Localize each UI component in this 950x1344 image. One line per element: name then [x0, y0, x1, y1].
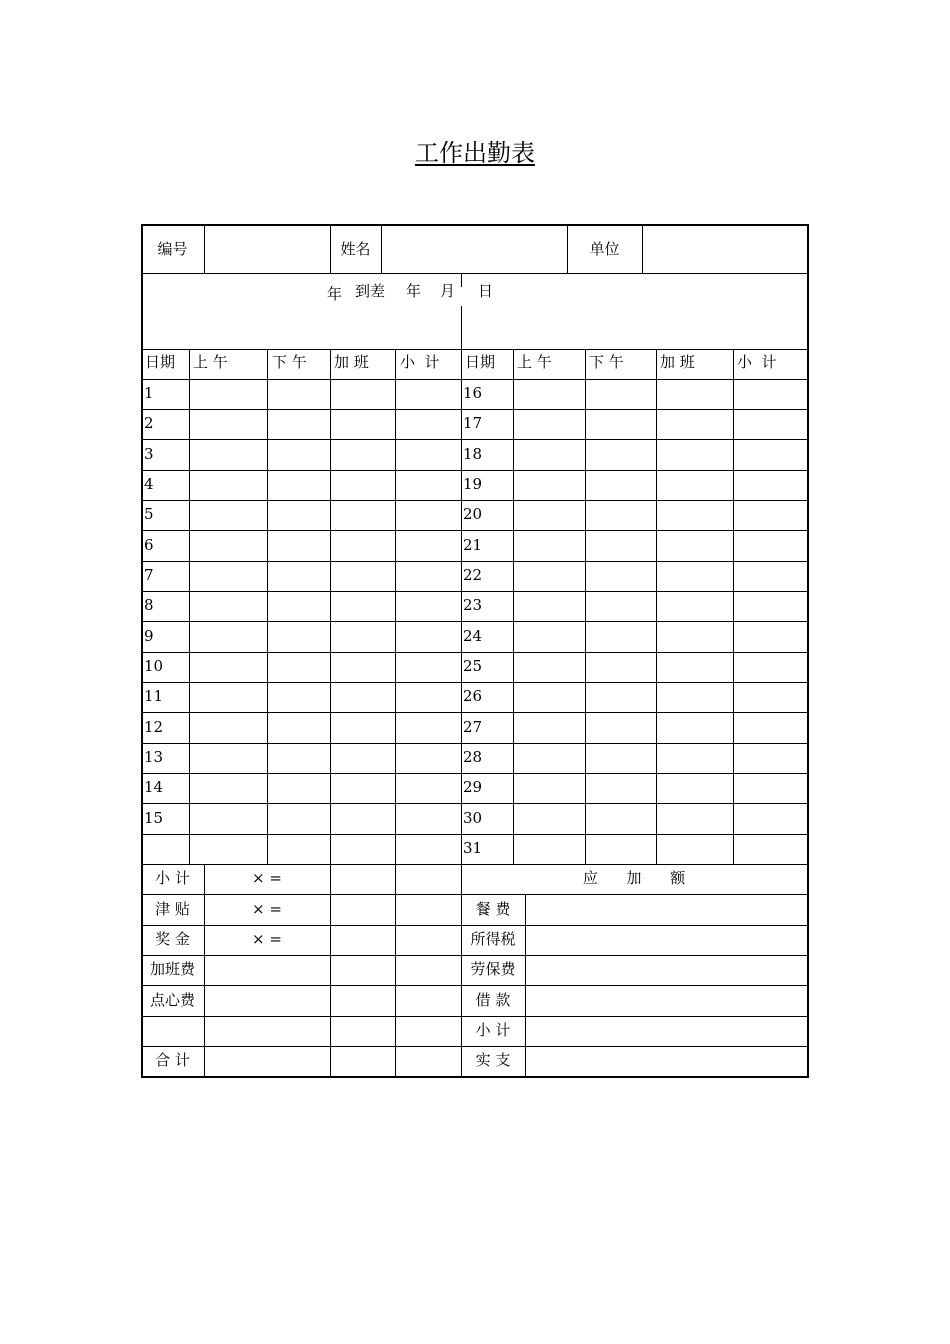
day-13: 13 [144, 748, 164, 766]
day-16: 16 [463, 384, 483, 402]
period-to-label: 到差 [355, 282, 386, 300]
col-overtime-right: 加 班 [660, 353, 695, 371]
summary-blank-label [141, 1015, 204, 1045]
col-date-right: 日期 [465, 353, 496, 371]
summary-right-header: 应 加 额 [582, 869, 686, 887]
summary-overtime-pay-label: 加班费 [149, 960, 195, 978]
attendance-table [141, 224, 809, 1078]
period-year-start: 年 [327, 285, 343, 303]
labor-insurance-label: 劳保费 [470, 960, 516, 978]
col-afternoon-left: 下 午 [272, 353, 307, 371]
name-label: 姓名 [340, 240, 371, 258]
day-15: 15 [144, 809, 164, 827]
day-4: 4 [144, 475, 154, 493]
day-11: 11 [144, 687, 164, 705]
col-date-left: 日期 [145, 353, 176, 371]
col-subtotal-left: 小 计 [400, 353, 440, 371]
summary-snack-fee-formula [204, 985, 330, 1015]
day-20: 20 [463, 505, 483, 523]
day-31: 31 [463, 839, 483, 857]
summary-allowance-formula: × = [252, 900, 282, 918]
day-9: 9 [144, 627, 154, 645]
day-23: 23 [463, 596, 483, 614]
day-19: 19 [463, 475, 483, 493]
actual-payment-label: 实 支 [475, 1051, 511, 1069]
day-25: 25 [463, 657, 483, 675]
summary-overtime-pay-formula [204, 954, 330, 984]
summary-bonus-formula: × = [252, 930, 282, 948]
col-overtime-left: 加 班 [334, 353, 369, 371]
income-tax-label: 所得税 [470, 930, 516, 948]
day-10: 10 [144, 657, 164, 675]
day-14: 14 [144, 778, 164, 796]
day-1: 1 [144, 384, 154, 402]
day-26: 26 [463, 687, 483, 705]
day-12: 12 [144, 718, 164, 736]
day-5: 5 [144, 505, 154, 523]
day-2: 2 [144, 414, 154, 432]
day-22: 22 [463, 566, 483, 584]
summary-subtotal-label: 小 计 [155, 869, 190, 887]
day-18: 18 [463, 445, 483, 463]
col-morning-left: 上 午 [193, 353, 228, 371]
summary-allowance-label: 津 贴 [155, 900, 190, 918]
number-label: 编号 [157, 240, 188, 258]
day-3: 3 [144, 445, 154, 463]
name-field[interactable] [383, 234, 565, 264]
meal-fee-label: 餐 费 [475, 900, 511, 918]
right-subtotal-label: 小 计 [475, 1021, 511, 1039]
period-year: 年 [406, 282, 422, 300]
summary-blank-formula [204, 1015, 330, 1045]
day-7: 7 [144, 566, 154, 584]
period-month: 月 [440, 282, 456, 300]
page-title: 工作出勤表 [415, 139, 535, 167]
day-21: 21 [463, 536, 483, 554]
number-field[interactable] [206, 234, 328, 264]
day-29: 29 [463, 778, 483, 796]
day-8: 8 [144, 596, 154, 614]
day-6: 6 [144, 536, 154, 554]
summary-snack-fee-label: 点心费 [149, 991, 195, 1009]
summary-subtotal-formula: × = [252, 869, 282, 887]
col-subtotal-right: 小 计 [737, 353, 777, 371]
summary-total-label: 合 计 [155, 1051, 190, 1069]
unit-label: 单位 [589, 240, 620, 258]
day-30: 30 [463, 809, 483, 827]
day-28: 28 [463, 748, 483, 766]
unit-field[interactable] [644, 234, 804, 264]
col-morning-right: 上 午 [517, 353, 552, 371]
col-afternoon-right: 下 午 [589, 353, 624, 371]
loan-label: 借 款 [475, 991, 511, 1009]
summary-bonus-label: 奖 金 [155, 930, 190, 948]
day-17: 17 [463, 414, 483, 432]
day-27: 27 [463, 718, 483, 736]
summary-total-formula [204, 1045, 330, 1075]
day-24: 24 [463, 627, 483, 645]
period-day: 日 [478, 282, 494, 300]
